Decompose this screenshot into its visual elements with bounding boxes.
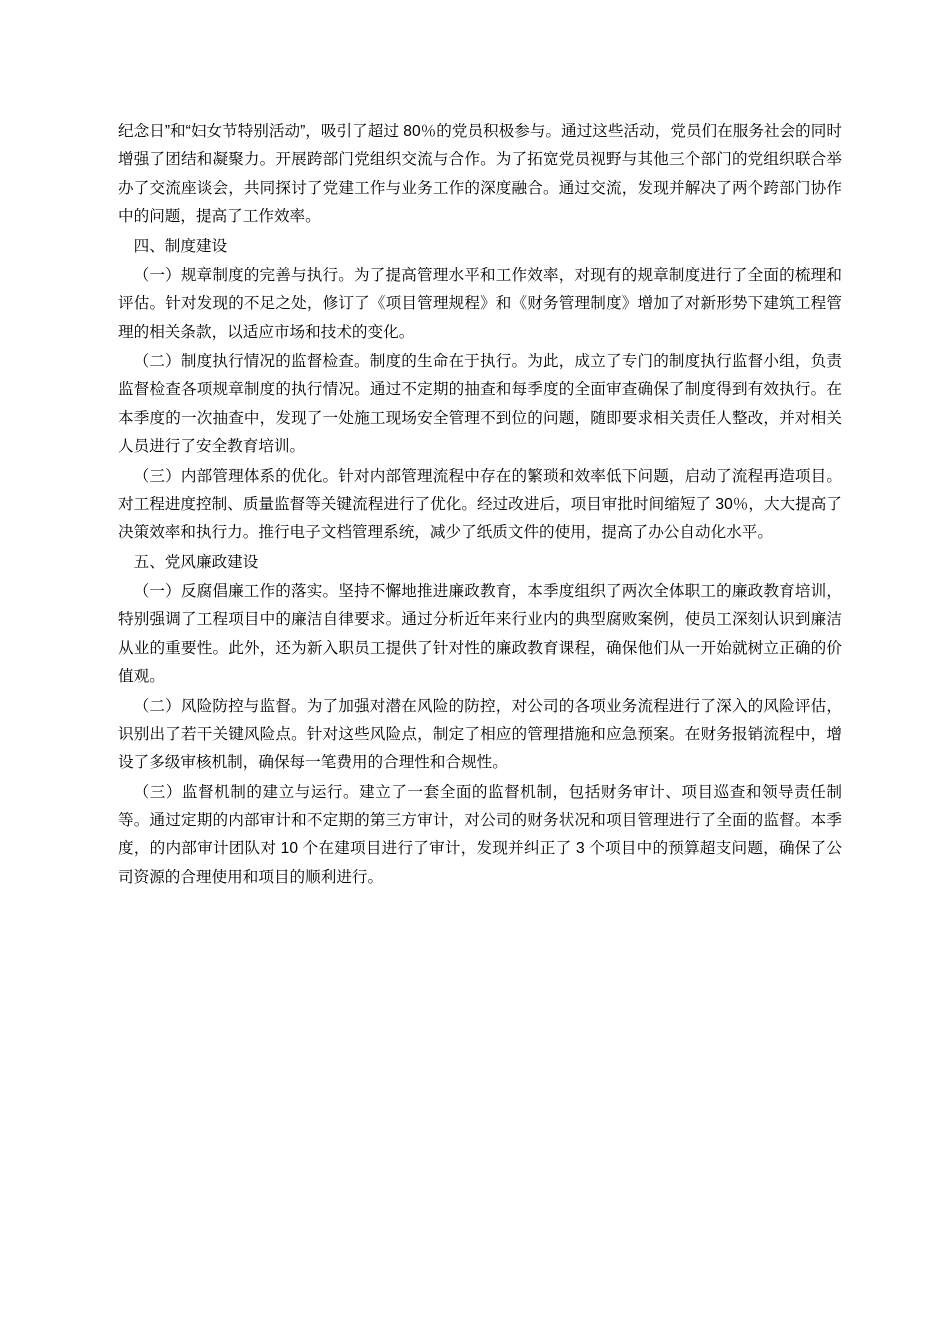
paragraph-execution-supervision: （二）制度执行情况的监督检查。制度的生命在于执行。为此，成立了专门的制度执行监督小组，负责监督检查各项规章制度的执行情况。通过不定期的抽查和每季度的全面审查确保了制度得到有效执行。在本季度的一次抽查中，发现了一处施工现场安全管理不到位的问题，随即要求相关责任人整改，并对相关人员进行了安全教育培训。 [118,353,842,456]
paragraph-continued-activities: 纪念日”和“妇女节特别活动”，吸引了超过 80％的党员积极参与。通过这些活动，党员们在服务社会的同时增强了团结和凝聚力。开展跨部门党组织交流与合作。为了拓宽党员视野与其他三个部门的党组织联合举办了交流座谈会，共同探讨了党建工作与业务工作的深度融合。通过交流，发现并解决了两个跨部门协作中的问题，提高了工作效率。 [118,123,842,226]
paragraph-supervision-mechanism: （三）监督机制的建立与运行。建立了一套全面的监督机制，包括财务审计、项目巡查和领导责任制等。通过定期的内部审计和不定期的第三方审计，对公司的财务状况和项目管理进行了全面的监督。本季度，的内部审计团队对 10 个在建项目进行了审计，发现并纠正了 3 个项目中的预算超支问题，确保了公司资源的合理使用和项目的顺利进行。 [118,783,842,886]
paragraph-internal-management-optimization: （三）内部管理体系的优化。针对内部管理流程中存在的繁琐和效率低下问题，启动了流程再造项目。对工程进度控制、质量监督等关键流程进行了优化。经过改进后，项目审批时间缩短了 30％，大大提高了决策效率和执行力。推行电子文档管理系统，减少了纸质文件的使用，提高了办公自动化水平。 [118,467,842,542]
paragraph-rules-improvement: （一）规章制度的完善与执行。为了提高管理水平和工作效率，对现有的规章制度进行了全面的梳理和评估。针对发现的不足之处，修订了《项目管理规程》和《财务管理制度》增加了对新形势下建筑工程管理的相关条款，以适应市场和技术的变化。 [118,266,842,341]
paragraph-risk-control: （二）风险防控与监督。为了加强对潜在风险的防控，对公司的各项业务流程进行了深入的风险评估，识别出了若干关键风险点。针对这些风险点，制定了相应的管理措施和应急预案。在财务报销流程中，增设了多级审核机制，确保每一笔费用的合理性和合规性。 [118,697,842,772]
document-text-body [118,118,842,892]
heading-party-conduct: 五、党风廉政建设 [133,553,259,571]
heading-system-construction: 四、制度建设 [133,237,228,255]
paragraph-anticorruption: （一）反腐倡廉工作的落实。坚持不懈地推进廉政教育，本季度组织了两次全体职工的廉政教育培训，特别强调了工程项目中的廉洁自律要求。通过分析近年来行业内的典型腐败案例，使员工深刻认识到廉洁从业的重要性。此外，还为新入职员工提供了针对性的廉政教育课程，确保他们从一开始就树立正确的价值观。 [118,583,842,686]
